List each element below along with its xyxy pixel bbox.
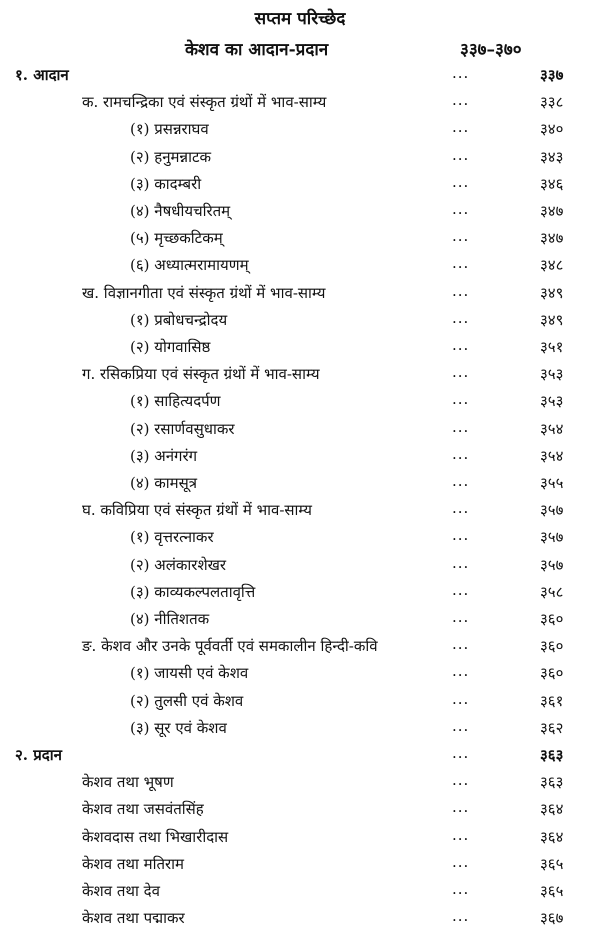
toc-leader-dots: ... [452, 227, 470, 246]
toc-leader-dots: ... [452, 553, 470, 572]
toc-leader-dots: ... [452, 145, 470, 164]
toc-entry [0, 198, 600, 225]
toc-entry-page: ३५८ [540, 582, 564, 601]
toc-entry-label: (३) अनंगरंग [130, 446, 198, 465]
toc-entry [0, 443, 600, 470]
toc-entry-page: ३६३ [540, 773, 564, 792]
toc-entry-page: ३६५ [540, 854, 564, 873]
toc-entry-label: केशवदास तथा भिखारीदास [82, 827, 229, 846]
toc-leader-dots: ... [452, 499, 470, 518]
toc-entry-label: २. प्रदान [15, 746, 62, 764]
toc-entry [0, 280, 600, 307]
toc-entry-page: ३३७ [540, 66, 564, 84]
toc-leader-dots: ... [452, 907, 470, 926]
toc-entry-label: घ. कविप्रिया एवं संस्कृत ग्रंथों में भाव-साम्य [82, 501, 313, 520]
toc-leader-dots: ... [452, 417, 470, 436]
toc-entry-label: ख. विज्ञानगीता एवं संस्कृत ग्रंथों में भाव-साम्य [82, 283, 326, 302]
toc-entry [0, 851, 600, 878]
toc-entry [0, 171, 600, 198]
toc-entry [0, 905, 600, 932]
toc-leader-dots: ... [452, 91, 470, 110]
toc-entry-page: ३५४ [540, 419, 564, 438]
toc-entry-label: (४) कामसूत्र [130, 474, 198, 492]
toc-leader-dots: ... [452, 608, 470, 626]
toc-leader-dots: ... [452, 444, 470, 463]
toc-entry-label: १. आदान [15, 66, 69, 84]
toc-entry-page: ३५३ [540, 392, 564, 411]
toc-entry-label: (६) अध्यात्मरामायणम् [130, 256, 249, 275]
toc-entry-label: क. रामचन्द्रिका एवं संस्कृत ग्रंथों में भाव-साम्य [82, 93, 327, 112]
toc-leader-dots: ... [452, 281, 470, 300]
toc-entry-page: ३६० [540, 664, 564, 683]
toc-entry-page: ३५५ [540, 474, 564, 492]
toc-entry [0, 552, 600, 579]
toc-leader-dots: ... [452, 744, 470, 762]
toc-entry [0, 715, 600, 742]
toc-entry-page: ३६४ [540, 827, 564, 846]
toc-entry-page: ३५४ [540, 446, 564, 465]
toc-entry-page: ३५७ [540, 555, 564, 574]
toc-entry-label: (५) मृच्छकटिकम् [130, 229, 223, 248]
toc-entry-page: ३५७ [540, 501, 564, 520]
toc-leader-dots: ... [452, 662, 470, 681]
toc-entry-label: केशव तथा मतिराम [82, 854, 185, 873]
toc-entry [0, 470, 600, 497]
toc-entry-label: (१) प्रबोधचन्द्रोदय [130, 310, 228, 329]
toc-entry [0, 225, 600, 252]
toc-entry [0, 824, 600, 851]
toc-leader-dots: ... [452, 254, 470, 273]
toc-entry [0, 497, 600, 524]
toc-entry-label: (१) वृत्तरत्नाकर [130, 528, 214, 547]
toc-leader-dots: ... [452, 798, 470, 817]
toc-leader-dots: ... [452, 880, 470, 898]
toc-entry [0, 742, 600, 769]
chapter-page-range: ३३७–३७० [460, 40, 522, 60]
toc-leader-dots: ... [452, 390, 470, 409]
toc-entry-label: केशव तथा देव [82, 882, 160, 900]
toc-entry-label: (३) कादम्बरी [130, 174, 202, 193]
toc-entry-label: (२) तुलसी एवं केशव [130, 691, 244, 710]
toc-entry [0, 388, 600, 415]
toc-leader-dots: ... [452, 852, 470, 871]
toc-entry-page: ३४७ [540, 229, 564, 248]
toc-entry-page: ३६५ [540, 882, 564, 900]
toc-entry [0, 524, 600, 551]
toc-entry [0, 606, 600, 633]
toc-entry-label: (१) प्रसन्नराघव [130, 120, 209, 139]
toc-entry [0, 688, 600, 715]
toc-leader-dots: ... [452, 472, 470, 490]
toc-entry [0, 579, 600, 606]
toc-entry-page: ३६७ [540, 909, 564, 928]
toc-entry-label: (३) काव्यकल्पलतावृत्ति [130, 582, 256, 601]
toc-leader-dots: ... [452, 689, 470, 708]
toc-entry-label: (४) नैषधीयचरितम् [130, 202, 231, 220]
toc-entry [0, 62, 600, 89]
toc-entry [0, 334, 600, 361]
toc-entry [0, 769, 600, 796]
chapter-subtitle: केशव का आदान-प्रदान [185, 40, 329, 60]
toc-leader-dots: ... [452, 716, 470, 735]
toc-entry [0, 252, 600, 279]
toc-entry-page: ३३८ [540, 93, 564, 112]
toc-leader-dots: ... [452, 825, 470, 844]
toc-leader-dots: ... [452, 308, 470, 327]
toc-leader-dots: ... [452, 200, 470, 218]
toc-leader-dots: ... [452, 118, 470, 137]
toc-entry [0, 660, 600, 687]
toc-leader-dots: ... [452, 771, 470, 790]
toc-leader-dots: ... [452, 172, 470, 191]
toc-entry-label: (४) नीतिशतक [130, 610, 210, 628]
toc-entry-label: (२) योगवासिष्ठ [130, 338, 211, 356]
toc-leader-dots: ... [452, 363, 470, 382]
toc-entry-page: ३५१ [540, 338, 564, 356]
toc-entry-label: (२) रसार्णवसुधाकर [130, 419, 235, 438]
toc-entry-page: ३६० [540, 637, 564, 656]
toc-entry-page: ३५७ [540, 528, 564, 547]
toc-entry-page: ३४३ [540, 147, 564, 166]
toc-entry-label: (२) हनुमन्नाटक [130, 147, 212, 166]
toc-entry [0, 307, 600, 334]
toc-entry-label: केशव तथा पद्माकर [82, 909, 185, 928]
toc-leader-dots: ... [452, 64, 470, 82]
toc-entry [0, 878, 600, 905]
toc-entry-label: (३) सूर एवं केशव [130, 718, 227, 737]
toc-entry-label: ग. रसिकप्रिया एवं संस्कृत ग्रंथों में भाव-साम्य [82, 365, 320, 384]
toc-entry-page: ३६२ [540, 718, 564, 737]
toc-entry-page: ३४६ [540, 174, 564, 193]
toc-entry [0, 144, 600, 171]
toc-entry [0, 89, 600, 116]
toc-entry-page: ३६० [540, 610, 564, 628]
toc-entry [0, 116, 600, 143]
toc-entry-label: केशव तथा जसवंतसिंह [82, 800, 204, 819]
toc-entry [0, 633, 600, 660]
toc-entry [0, 361, 600, 388]
toc-entry-page: ३६४ [540, 800, 564, 819]
toc-leader-dots: ... [452, 336, 470, 354]
toc-entry-label: (१) साहित्यदर्पण [130, 392, 221, 411]
toc-leader-dots: ... [452, 580, 470, 599]
toc-entry-page: ३४० [540, 120, 564, 139]
toc-entry-page: ३४७ [540, 202, 564, 220]
toc-leader-dots: ... [452, 635, 470, 654]
toc-entry [0, 416, 600, 443]
toc-entry [0, 796, 600, 823]
toc-entry-label: (१) जायसी एवं केशव [130, 664, 249, 683]
toc-entry-page: ३४९ [540, 310, 564, 329]
toc-leader-dots: ... [452, 526, 470, 545]
toc-entry-page: ३६१ [540, 691, 564, 710]
toc-entry-page: ३६३ [540, 746, 564, 764]
toc-entry-page: ३४९ [540, 283, 564, 302]
toc-entry-page: ३५३ [540, 365, 564, 384]
toc-entry-label: (२) अलंकारशेखर [130, 555, 227, 574]
toc-entry-page: ३४८ [540, 256, 564, 275]
chapter-title: सप्तम परिच्छेद [254, 9, 346, 29]
toc-entry-label: ङ. केशव और उनके पूर्ववर्ती एवं समकालीन हिन्दी-कवि [82, 637, 378, 656]
toc-entry-label: केशव तथा भूषण [82, 773, 174, 792]
